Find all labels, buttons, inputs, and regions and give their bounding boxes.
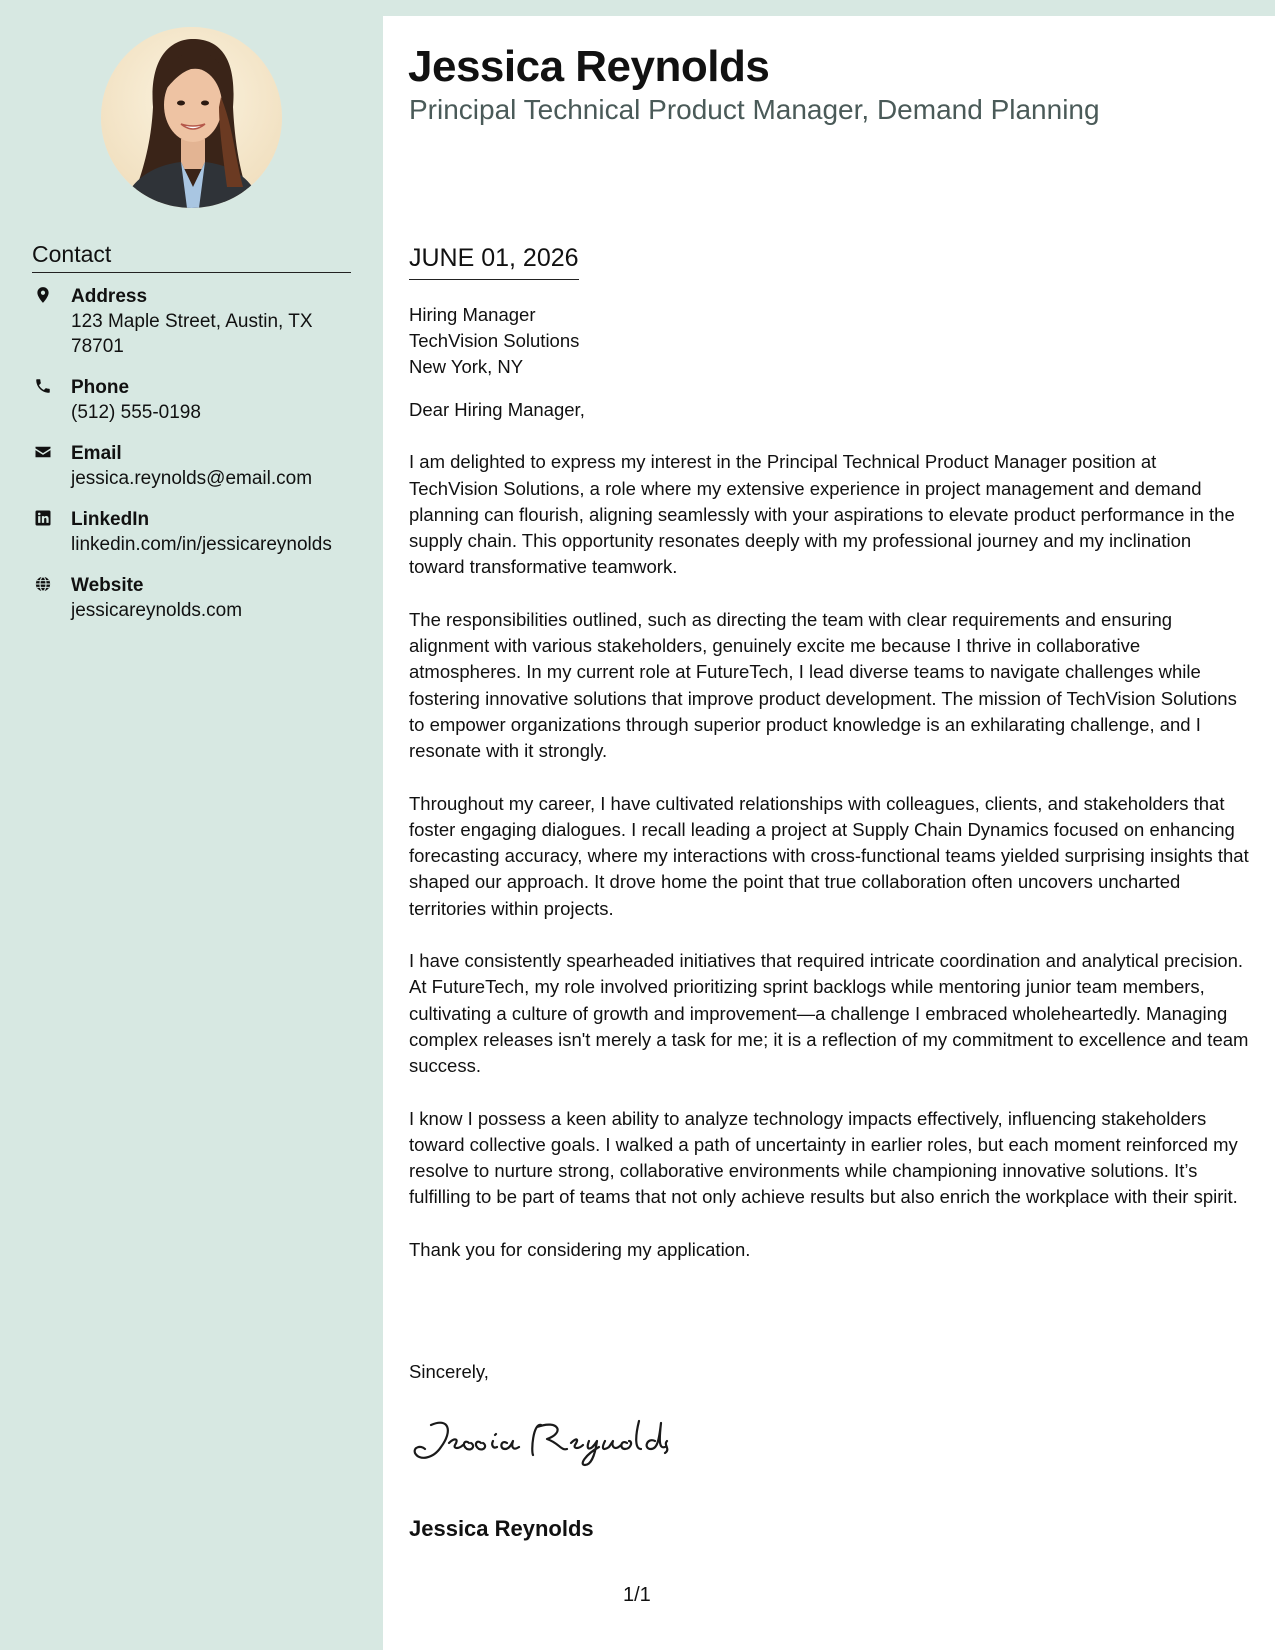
phone-label: Phone (71, 377, 130, 398)
email-label: Email (71, 443, 122, 464)
paragraph: Thank you for considering my application. (409, 1238, 751, 1260)
paragraph: I am delighted to express my interest in the Principal Technical Product Manager position at TechVision Solutions, a role where my extensive experience in project management and demand planning can flourish, aligning seamlessly with your aspirations to elevate product performance in the supply chain. This opportunity resonates deeply with my professional journey and my inclination toward transformative teamwork. (409, 451, 1235, 578)
contact-item-email (32, 441, 372, 491)
contact-item-linkedin (32, 507, 372, 557)
address-label: Address (71, 286, 148, 307)
website-label: Website (71, 575, 144, 596)
linkedin-label: LinkedIn (71, 509, 150, 530)
paragraph: I know I possess a keen ability to analyze technology impacts effectively, influencing stakeholders toward collective goals. I walked a path of uncertainty in earlier roles, but each moment reinforced my resolve to nurture strong, collaborative environments while championing innovative solutions. It’s fulfilling to be part of teams that not only achieve results but also enrich the workplace with their spirit. (409, 1107, 1238, 1208)
letter-main (383, 16, 1275, 1650)
applicant-name: Jessica Reynolds (408, 42, 770, 91)
recipient-line: TechVision Solutions (409, 330, 580, 351)
handwritten-signature (409, 1411, 669, 1471)
signed-name: Jessica Reynolds (409, 1516, 594, 1541)
map-pin-icon (34, 286, 52, 304)
sidebar (0, 0, 383, 1650)
paragraph: I have consistently spearheaded initiatives that required intricate coordination and analytical precision. At FutureTech, my role involved prioritizing sprint backlogs while mentoring junior team members, cultivating a culture of growth and improvement—a challenge I embraced wholeheartedly. Managing complex releases isn't merely a task for me; it is a reflection of my commitment to excellence and team success. (409, 950, 1249, 1077)
contact-list (32, 284, 372, 639)
website-value[interactable]: jessicareynolds.com (71, 600, 243, 621)
profile-photo (101, 27, 282, 208)
recipient-line: Hiring Manager (409, 304, 536, 325)
contact-item-phone (32, 375, 372, 425)
email-value: jessica.reynolds@email.com (71, 468, 313, 489)
letter-body (409, 302, 1249, 1289)
contact-item-website (32, 573, 372, 623)
applicant-title: Principal Technical Product Manager, Demand Planning (409, 94, 1100, 125)
closing: Sincerely, (409, 1361, 489, 1382)
phone-icon (34, 377, 52, 395)
paragraph: The responsibilities outlined, such as directing the team with clear requirements and ensuring alignment with various stakeholders, genuinely excite me because I thrive in collaborative atmospheres. In my current role at FutureTech, I lead diverse teams to navigate challenges while fostering innovative solutions that improve product development. The mission of TechVision Solutions to empower organizations through superior product knowledge is an exhilarating challenge, and I resonate with it strongly. (409, 608, 1237, 762)
paragraph: Throughout my career, I have cultivated relationships with colleagues, clients, and stakeholders that foster engaging dialogues. I recall leading a project at Supply Chain Dynamics focused on enhancing forecasting accuracy, where my interactions with cross-functional teams yielded surprising insights that shaped our approach. It drove home the point that true collaboration often uncovers uncharted territories within projects. (409, 792, 1249, 919)
globe-icon (34, 575, 52, 593)
page-number: 1/1 (623, 1584, 651, 1606)
address-line-1: 123 Maple Street, Austin, TX (71, 311, 313, 332)
contact-item-address (32, 284, 372, 359)
recipient-line: New York, NY (409, 356, 524, 377)
letter-date: JUNE 01, 2026 (409, 244, 579, 280)
linkedin-icon (34, 509, 52, 527)
address-line-2: 78701 (71, 336, 124, 357)
salutation: Dear Hiring Manager, (409, 399, 585, 420)
envelope-icon (34, 443, 52, 461)
recipient-block (409, 302, 1249, 380)
contact-heading: Contact (32, 241, 351, 273)
linkedin-value[interactable]: linkedin.com/in/jessicareynolds (71, 534, 332, 555)
signature-block (409, 1361, 489, 1383)
phone-value: (512) 555-0198 (71, 402, 201, 423)
